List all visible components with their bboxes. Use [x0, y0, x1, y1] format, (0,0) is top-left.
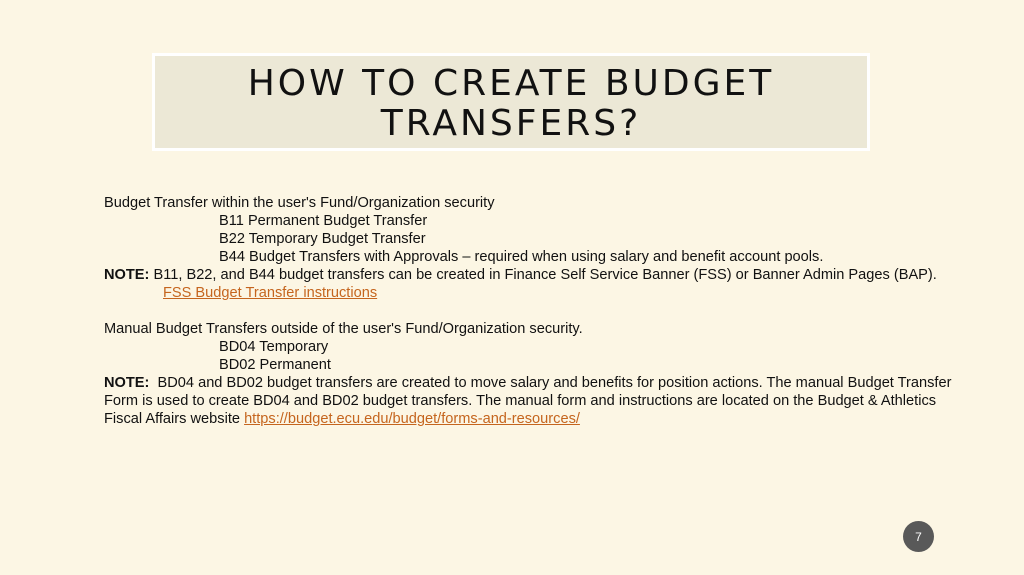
note-label: NOTE: [104, 267, 150, 283]
list-item: B11 Permanent Budget Transfer [219, 213, 428, 229]
page-number-badge [903, 521, 934, 552]
section1-heading: Budget Transfer within the user's Fund/Organization security [104, 195, 495, 211]
section2-heading: Manual Budget Transfers outside of the user's Fund/Organization security. [104, 321, 583, 337]
list-item: B22 Temporary Budget Transfer [219, 231, 426, 247]
list-item: BD04 Temporary [219, 339, 329, 355]
budget-website-link[interactable]: https://budget.ecu.edu/budget/forms-and-resources/ [244, 411, 580, 427]
note-text: BD04 and BD02 budget transfers are created to move salary and benefits for position actions. The manual Budget Transfer Form is used to create BD04 and BD02 budget transfers. The manual form and instructions are located on the Budget & Athletics Fiscal Affairs website [104, 375, 952, 427]
section2-note [104, 374, 974, 428]
fss-link-row [104, 284, 984, 302]
slide-content [104, 194, 984, 428]
fss-instructions-link[interactable]: FSS Budget Transfer instructions [163, 285, 378, 301]
page-number: 7 [915, 529, 922, 544]
note-text: B11, B22, and B44 budget transfers can be created in Finance Self Service Banner (FSS) or Banner Admin Pages (BAP). [153, 267, 937, 283]
list-item: BD02 Permanent [219, 357, 331, 373]
list-item: B44 Budget Transfers with Approvals – required when using salary and benefit account pools. [219, 249, 824, 265]
section1-note [104, 266, 984, 284]
title-box [152, 53, 870, 151]
slide-title: HOW TO CREATE BUDGET TRANSFERS? [247, 63, 775, 144]
note-label: NOTE: [104, 375, 150, 391]
spacer [104, 302, 984, 320]
